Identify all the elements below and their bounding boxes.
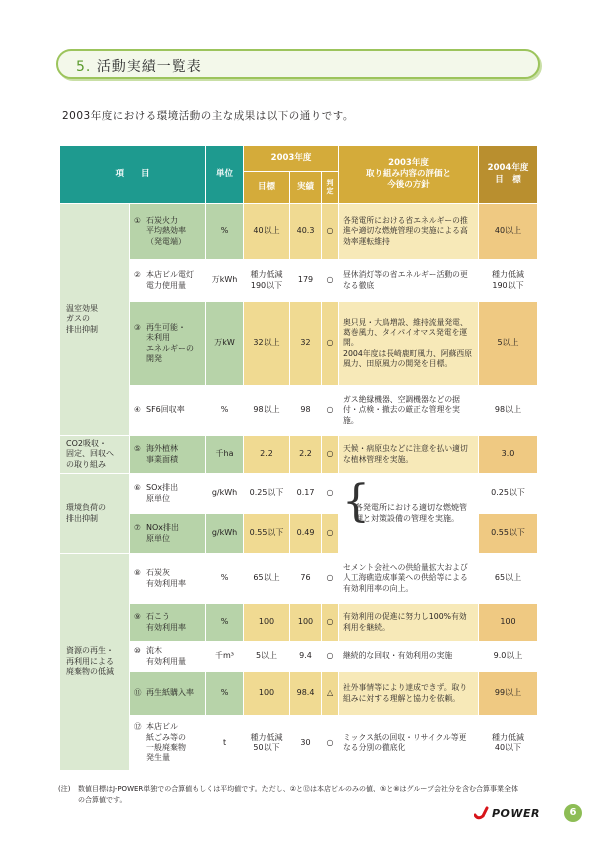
- row-target: 32以上: [244, 302, 290, 386]
- row-target: 65以上: [244, 554, 290, 604]
- row-target: 0.25以下: [244, 474, 290, 514]
- row-target: 2.2: [244, 436, 290, 474]
- row-comment: セメント会社への供給量拡大および人工海礁造成事業への供給等による有効利用率の向上。: [339, 554, 479, 604]
- row-number: ⑤: [134, 444, 141, 454]
- table-row: [60, 302, 538, 386]
- row-next-target: 40以上: [479, 204, 538, 260]
- row-next-target: 65以上: [479, 554, 538, 604]
- row-judge: ○: [322, 514, 339, 554]
- footnote-label: (注): [58, 785, 71, 793]
- row-judge: △: [322, 672, 339, 716]
- row-comment: 各発電所における省エネルギーの推進や適切な燃焼管理の実施による高効率運転維持: [339, 204, 479, 260]
- table-row: [60, 672, 538, 716]
- row-next-target: 100: [479, 604, 538, 642]
- row-unit: 千m³: [206, 642, 244, 672]
- row-number: ⑫: [134, 722, 142, 732]
- row-actual: 2.2: [290, 436, 322, 474]
- row-actual: 30: [290, 716, 322, 771]
- table-row: [60, 260, 538, 302]
- row-next-target: 5以上: [479, 302, 538, 386]
- logo-text: POWER: [492, 806, 541, 820]
- row-judge: ○: [322, 554, 339, 604]
- table-row: [60, 642, 538, 672]
- row-judge: ○: [322, 204, 339, 260]
- row-comment: 奥只見・大鳥増設、維持流量発電、葛巻風力、タイパイオマス発電を運開。 2004年度は長崎鹿町風力、阿蘇西原風力、田原風力の開発を目標。: [339, 302, 479, 386]
- header-item: 項 目: [60, 146, 206, 204]
- row-next-target: 種力低減 40以下: [479, 716, 538, 771]
- table-row: [60, 604, 538, 642]
- row-unit: %: [206, 672, 244, 716]
- header-fy2003: 2003年度: [244, 146, 339, 172]
- row-unit: 万kW: [206, 302, 244, 386]
- row-comment: 天候・病原虫などに注意を払い適切な植林管理を実施。: [339, 436, 479, 474]
- row-target: 100: [244, 604, 290, 642]
- row-item: 本店ビル 紙ごみ等の 一般廃棄物 発生量: [146, 722, 186, 763]
- section-title-text: 活動実績一覧表: [96, 59, 202, 75]
- row-target: 100: [244, 672, 290, 716]
- row-number: ⑩: [134, 646, 141, 656]
- header-fy2004: 2004年度 目 標: [479, 146, 538, 204]
- row-actual: 179: [290, 260, 322, 302]
- row-number: ⑦: [134, 523, 141, 533]
- row-judge: ○: [322, 604, 339, 642]
- row-unit: %: [206, 204, 244, 260]
- brace-icon: {: [342, 476, 371, 527]
- section-header: [56, 49, 540, 79]
- footnote-text: 数値目標はJ-POWER単独での合算値もしくは平均値です。ただし、②と⑫は本店ビルのみの値、⑤と⑧はグループ会社分を含む合算事業全体 の合算値です。: [78, 785, 518, 804]
- table-row: [60, 554, 538, 604]
- header-unit: 単位: [206, 146, 244, 204]
- row-next-target: 9.0以上: [479, 642, 538, 672]
- row-unit: %: [206, 554, 244, 604]
- row-judge: ○: [322, 716, 339, 771]
- row-unit: 千ha: [206, 436, 244, 474]
- row-item: SOx排出 原単位: [146, 483, 179, 503]
- footnote: [58, 784, 548, 805]
- row-actual: 40.3: [290, 204, 322, 260]
- row-item: 流木 有効利用量: [146, 646, 186, 666]
- row-number: ⑨: [134, 612, 141, 622]
- row-actual: 100: [290, 604, 322, 642]
- row-item: 石炭火力 平均熱効率 （発電端）: [146, 215, 186, 246]
- row-actual: 0.49: [290, 514, 322, 554]
- row-item: 本店ビル電灯 電力使用量: [146, 270, 194, 290]
- row-item: 石炭灰 有効利用率: [146, 568, 186, 588]
- row-unit: g/kWh: [206, 474, 244, 514]
- section-title: [76, 56, 202, 76]
- row-comment: ミックス紙の回収・リサイクル等更なる分別の徹底化: [339, 716, 479, 771]
- row-judge: ○: [322, 260, 339, 302]
- row-number: ④: [134, 405, 141, 415]
- page-number: 6: [564, 804, 582, 822]
- row-item: 石こう 有効利用率: [146, 612, 186, 632]
- nox-sox-comment-cell: [339, 474, 479, 554]
- table-row: [60, 436, 538, 474]
- row-target: 98以上: [244, 386, 290, 436]
- row-actual: 0.17: [290, 474, 322, 514]
- row-judge: ○: [322, 302, 339, 386]
- row-number: ②: [134, 270, 141, 280]
- table-row: [60, 474, 538, 514]
- row-target: 5以上: [244, 642, 290, 672]
- row-next-target: 99以上: [479, 672, 538, 716]
- row-next-target: 98以上: [479, 386, 538, 436]
- category-ghg: 温室効果 ガスの 排出抑制: [60, 204, 130, 436]
- row-next-target: 0.55以下: [479, 514, 538, 554]
- row-judge: ○: [322, 474, 339, 514]
- row-unit: %: [206, 604, 244, 642]
- row-number: ①: [134, 215, 141, 225]
- row-target: 種力低減 190以下: [244, 260, 290, 302]
- row-comment: ガス絶縁機器、空調機器などの据付・点検・撤去の厳正な管理を実施。: [339, 386, 479, 436]
- row-item: NOx排出 原単位: [146, 523, 180, 543]
- header-judge: 判 定: [322, 172, 339, 204]
- row-next-target: 種力低減 190以下: [479, 260, 538, 302]
- row-judge: ○: [322, 436, 339, 474]
- j-power-logo: [474, 806, 540, 820]
- j-power-logo-icon: [474, 806, 490, 820]
- row-item: 再生可能・ 未利用 エネルギーの 開発: [146, 322, 194, 363]
- row-comment: 各発電所における適切な燃焼管理と対策設備の管理を実施。: [355, 503, 468, 523]
- header-target: 目標: [244, 172, 290, 204]
- row-actual: 76: [290, 554, 322, 604]
- row-target: 種力低減 50以下: [244, 716, 290, 771]
- row-item: SF6回収率: [146, 405, 185, 415]
- section-number: 5.: [76, 59, 92, 75]
- row-actual: 98.4: [290, 672, 322, 716]
- row-actual: 9.4: [290, 642, 322, 672]
- row-number: ⑪: [134, 688, 142, 698]
- category-co2: CO2吸収・ 固定、回収へ の取り組み: [60, 436, 130, 474]
- row-number: ⑥: [134, 483, 141, 493]
- header-eval: 2003年度 取り組み内容の評価と 今後の方針: [339, 146, 479, 204]
- table-row: [60, 386, 538, 436]
- row-target: 40以上: [244, 204, 290, 260]
- row-comment: 昼休消灯等の省エネルギー活動の更なる徹底: [339, 260, 479, 302]
- row-next-target: 3.0: [479, 436, 538, 474]
- row-judge: ○: [322, 642, 339, 672]
- row-unit: g/kWh: [206, 514, 244, 554]
- row-item: 再生紙購入率: [146, 688, 194, 698]
- row-actual: 98: [290, 386, 322, 436]
- row-number: ③: [134, 322, 141, 332]
- row-number: ⑧: [134, 568, 141, 578]
- row-comment: 有効利用の促進に努力し100%有効利用を継続。: [339, 604, 479, 642]
- category-env: 環境負荷の 排出抑制: [60, 474, 130, 554]
- activity-table: [59, 145, 538, 771]
- row-item: 海外植林 事業面積: [146, 444, 178, 464]
- row-actual: 32: [290, 302, 322, 386]
- row-unit: 万kWh: [206, 260, 244, 302]
- row-comment: 社外事情等により達成できず。取り組みに対する理解と協力を依頼。: [339, 672, 479, 716]
- intro-text: 2003年度における環境活動の主な成果は以下の通りです。: [62, 110, 354, 122]
- category-resources: 資源の再生・ 再利用による 廃棄物の低減: [60, 554, 130, 771]
- row-target: 0.55以下: [244, 514, 290, 554]
- row-unit: %: [206, 386, 244, 436]
- row-comment: 継続的な回収・有効利用の実施: [339, 642, 479, 672]
- row-unit: t: [206, 716, 244, 771]
- header-actual: 実績: [290, 172, 322, 204]
- table-row: [60, 204, 538, 260]
- table-row: [60, 716, 538, 771]
- row-next-target: 0.25以下: [479, 474, 538, 514]
- row-judge: ○: [322, 386, 339, 436]
